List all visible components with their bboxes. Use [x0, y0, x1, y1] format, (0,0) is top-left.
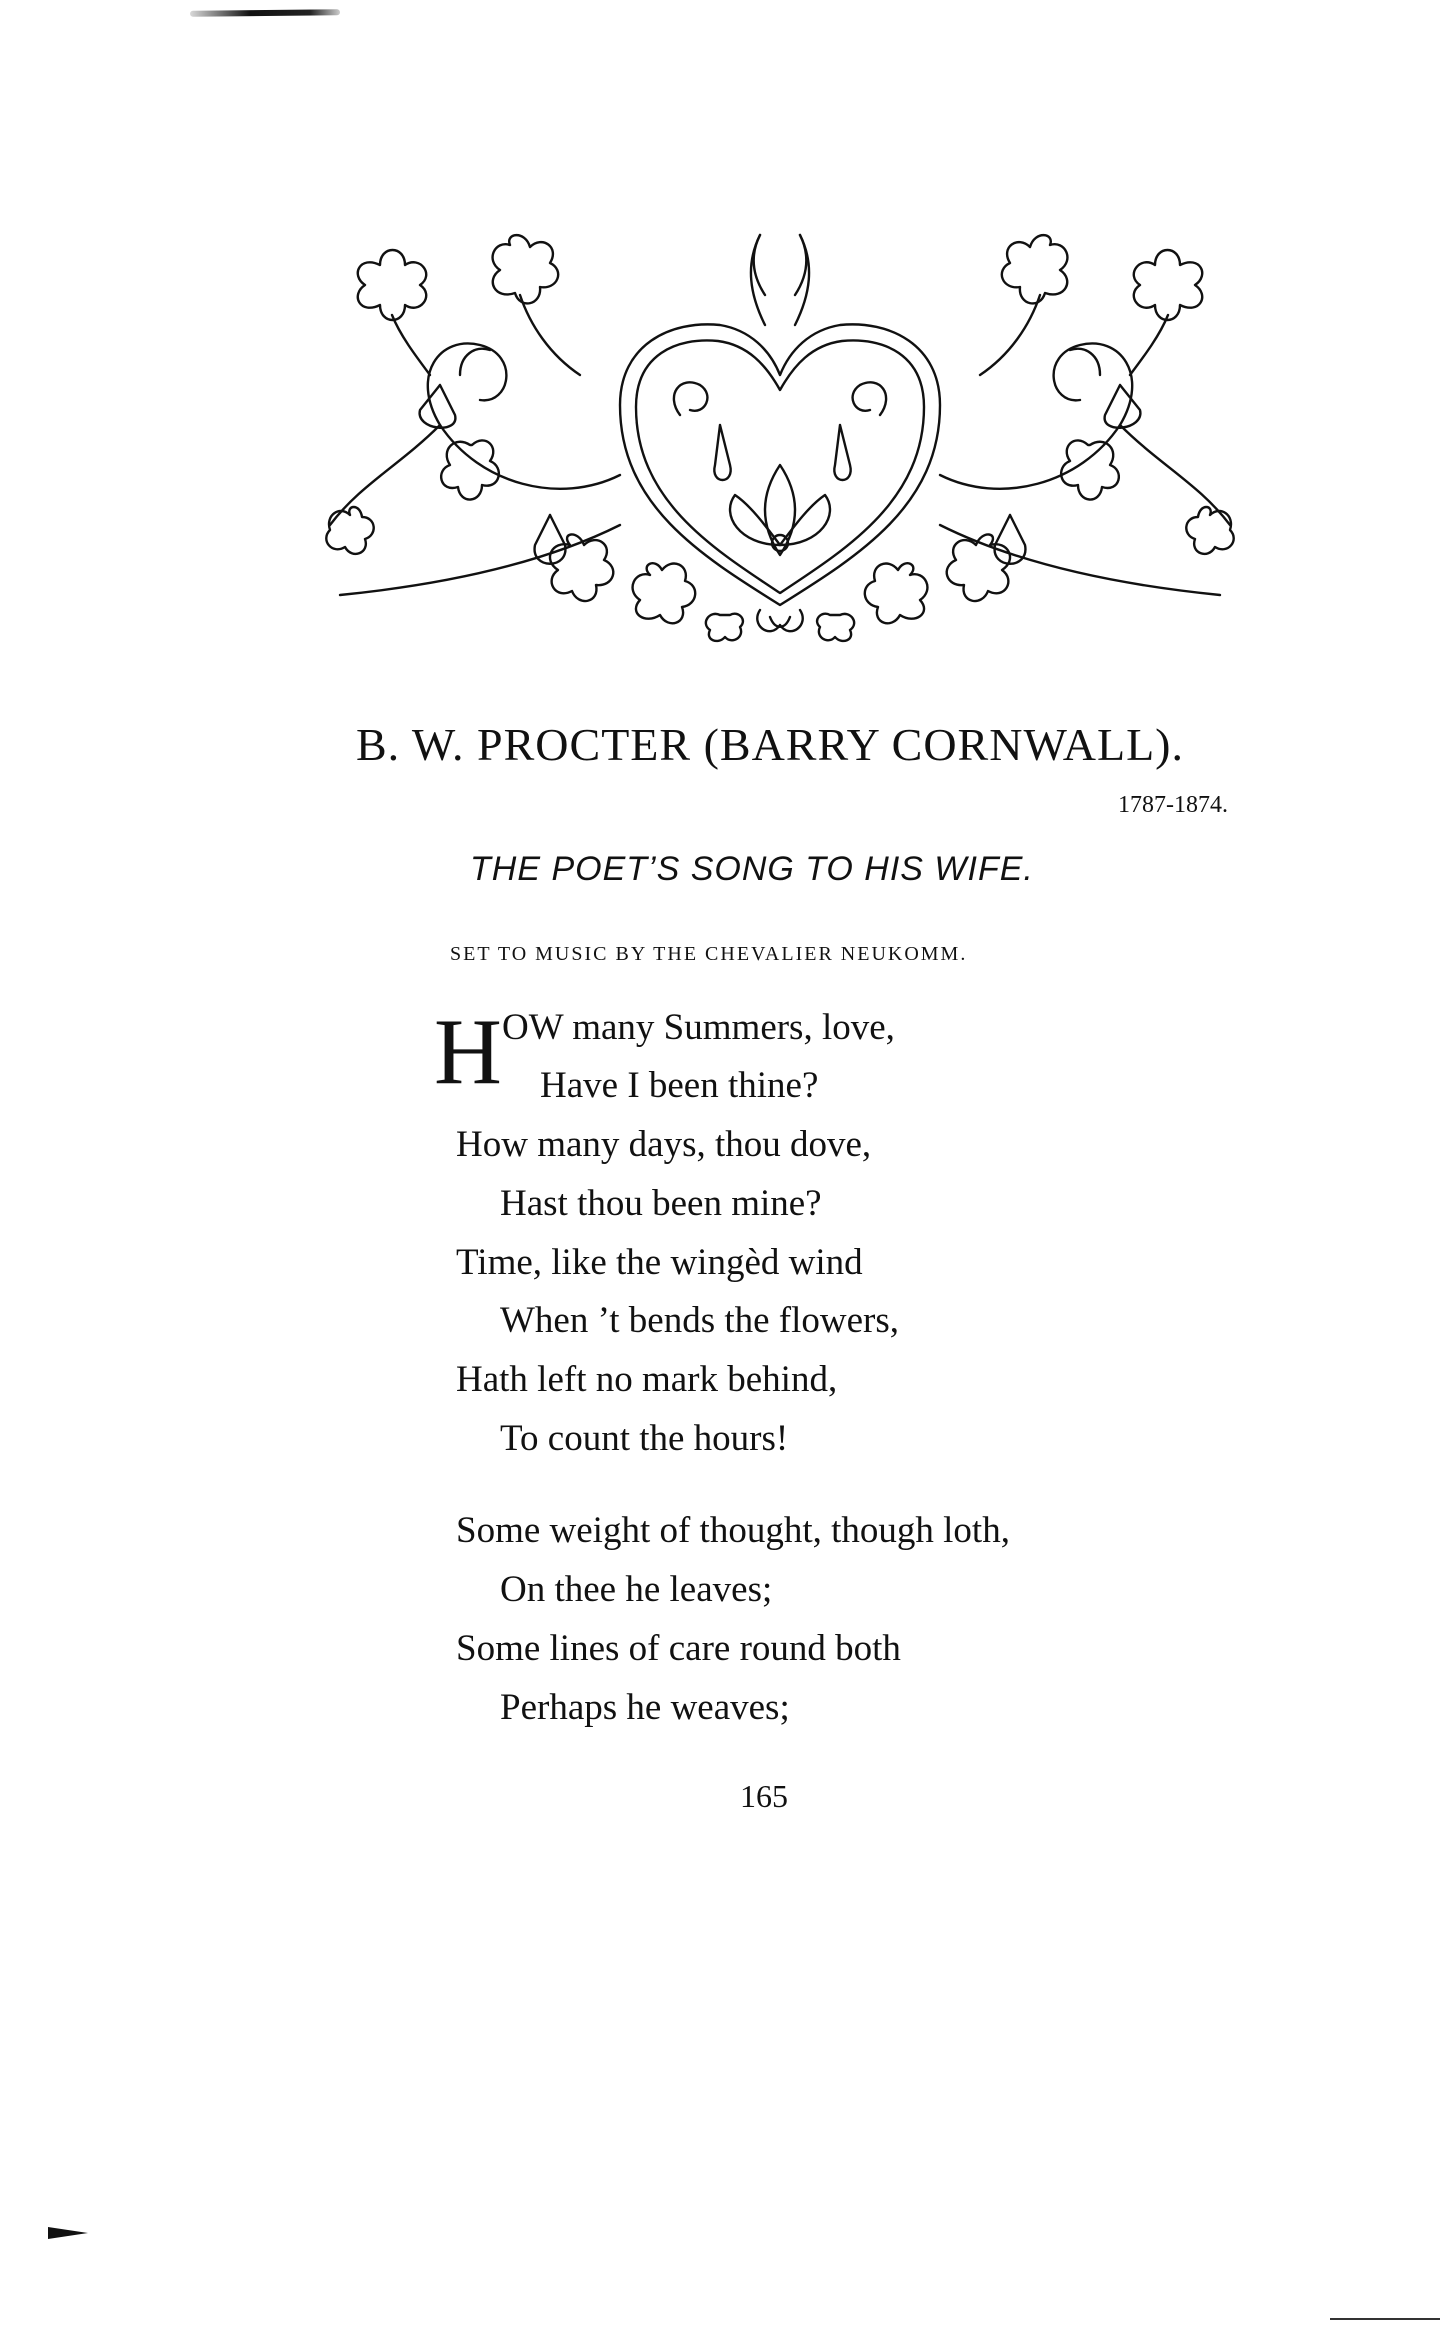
floral-headpiece-icon: [320, 225, 1240, 645]
poem-subtitle: SET TO MUSIC BY THE CHEVALIER NEUKOMM.: [450, 943, 968, 965]
poem-line: Hath left no mark behind,: [456, 1359, 838, 1400]
poem-line: On thee he leaves;: [500, 1569, 773, 1610]
page-number: 165: [740, 1778, 788, 1814]
scan-artifact-top: [190, 9, 340, 17]
poem-line: Have I been thine?: [540, 1065, 819, 1106]
poem-line: Some weight of thought, though loth,: [456, 1510, 1010, 1551]
poem-line: To count the hours!: [500, 1418, 789, 1459]
poem-title: THE POET’S SONG TO HIS WIFE.: [470, 850, 1034, 888]
scan-artifact-line: [1330, 2318, 1440, 2320]
author-heading: B. W. PROCTER (BARRY CORNWALL).: [356, 719, 1185, 770]
drop-cap: H: [434, 1000, 502, 1104]
scan-artifact-bottom: [48, 2227, 88, 2239]
poem-line: How many days, thou dove,: [456, 1124, 872, 1165]
poem-line: Time, like the wingèd wind: [456, 1242, 863, 1283]
poem-line: Perhaps he weaves;: [500, 1687, 790, 1728]
poem-line: Hast thou been mine?: [500, 1183, 822, 1224]
author-dates: 1787-1874.: [1118, 792, 1228, 818]
poem-line: OW many Summers, love,: [502, 1007, 895, 1048]
poem-line: Some lines of care round both: [456, 1628, 901, 1669]
poem-line: When ’t bends the flowers,: [500, 1300, 900, 1341]
